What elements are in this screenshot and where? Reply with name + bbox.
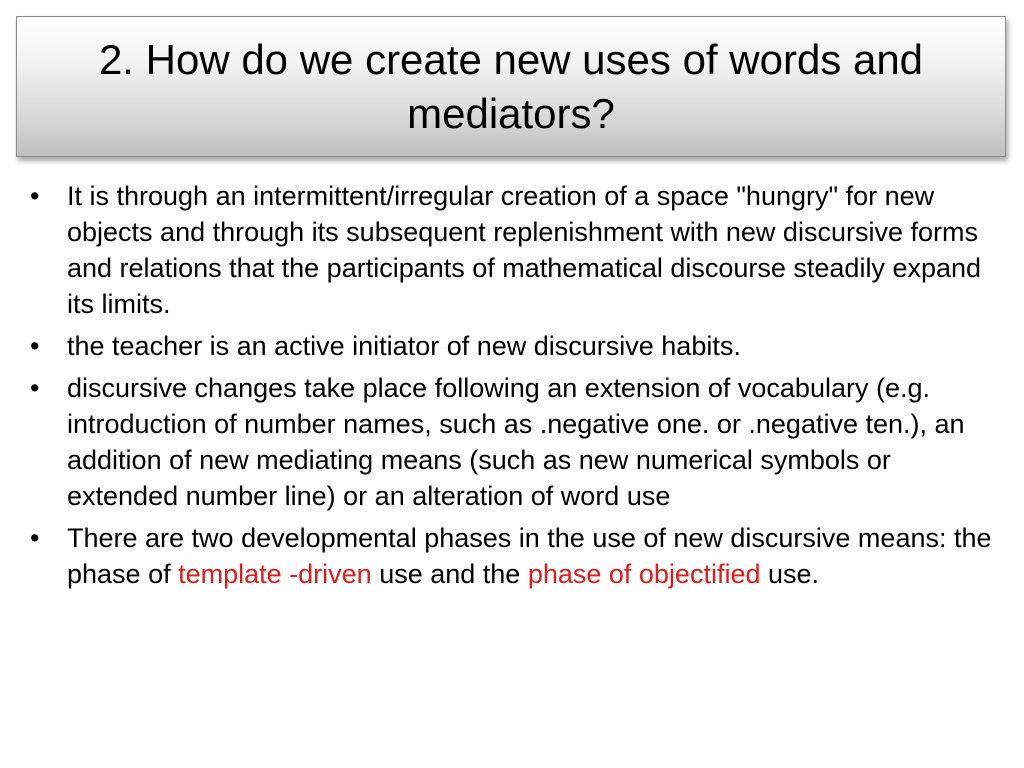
bullet-marker: • xyxy=(30,373,40,403)
bullet-marker: • xyxy=(30,181,40,211)
bullet-marker: • xyxy=(30,331,40,361)
title-box xyxy=(16,16,1006,157)
slide-title: 2. How do we create new uses of words and mediators? xyxy=(98,35,924,137)
bullet-marker: • xyxy=(30,523,40,553)
bullet-text: It is through an intermittent/irregular creation of a space "hungry" for new objects and through its subsequent replenishment with new discursive forms and relations that the participants of mathematical discourse steadily expand its limits. xyxy=(67,181,982,319)
bullet-text: the teacher is an active initiator of new discursive habits. xyxy=(67,331,741,361)
bullet-item xyxy=(30,328,1000,364)
bullet-text-part: use. xyxy=(760,559,820,589)
bullet-text-part: There are two developmental phases in the use of new discursive means: the phase of xyxy=(67,523,992,589)
highlighted-term-template-driven: template -driven xyxy=(178,559,372,589)
bullet-item xyxy=(30,178,1000,322)
bullet-list xyxy=(30,178,1000,592)
highlighted-term-objectified: phase of objectified xyxy=(527,559,761,589)
bullet-text-part: use and the xyxy=(371,559,528,589)
bullet-text: discursive changes take place following an extension of vocabulary (e.g. introduction of number names, such as .negative one. or .negative ten.), an addition of new mediating means (such as new numerical symbols or extended number line) or an alteration of word use xyxy=(67,373,965,511)
slide-content xyxy=(30,178,1000,598)
bullet-item xyxy=(30,520,1000,592)
bullet-item xyxy=(30,370,1000,514)
